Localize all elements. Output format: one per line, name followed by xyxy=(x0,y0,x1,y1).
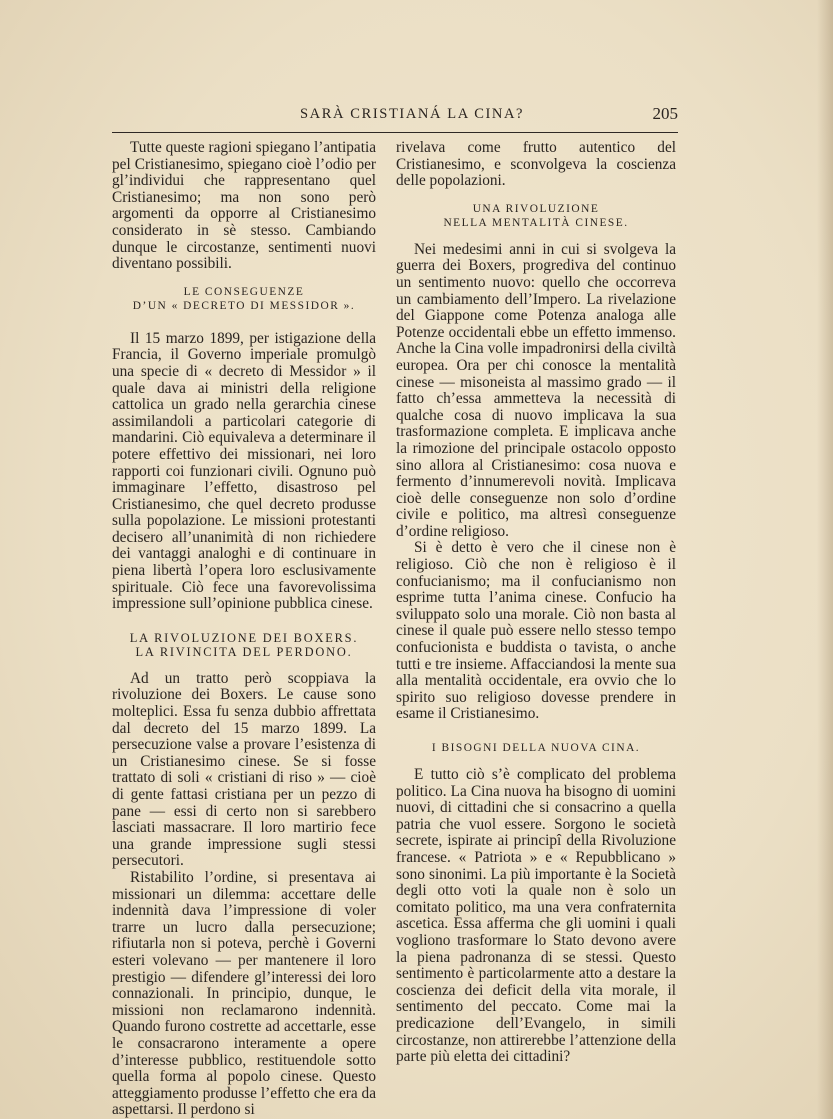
paragraph: Il 15 marzo 1899, per istigazione della Francia, il Governo imperiale promulgò una specie di « decreto di Messidor » il quale dava ai ministri della religione cattolica un grado nella gerarchia cinese assimilandoli a particolari categorie di mandarini. Ciò equivaleva a determinare il potere effettivo dei missionari, nei loro rapporti coi funzionari civili. Ognuno può immaginare l’effetto, disastroso pel Cristianesimo, che quel decreto produsse sulla popolazione. Le missioni protestanti decisero all’unanimità di non richiedere dei vantaggi analoghi e di continuare in piena libertà l’opera loro esclusivamente spirituale. Ciò fece una favorevolissima impressione sull’opinione pubblica cinese. xyxy=(112,329,376,613)
paragraph: Tutte queste ragioni spiegano l’antipatia pel Cristianesimo, spiegano cioè l’odio per gl’individui che rappresentano quel Cristianesimo; ma non sono però argomenti da opporre al Cristianesimo considerato in sè stesso. Cambiando dunque le circostanze, sentimenti nuovi diventano possibili. xyxy=(112,139,376,273)
section-heading xyxy=(112,631,376,659)
paragraph: Nei medesimi anni in cui si svolgeva la guerra dei Boxers, progrediva del continuo un sentimento nuovo: quello che occorreva un cambiamento dell’Impero. La rivelazione del Giappone come Potenza analoga alle Potenze occidentali ebbe un effetto immenso. Anche la Cina volle impadronirsi della civiltà europea. Ora per chi conosce la mentalità cinese — misoneista al massimo grado — il fatto ch’essa ammetteva la necessità di qualche cosa di nuovo implicava la sua trasformazione completa. E implicava anche la rimozione del principale ostacolo opposto sino allora al Cristianesimo: cosa nuova e fermento d’innumerevoli novità. Implicava cioè delle conseguenze non solo d’ordine civile e politico, ma altresì conseguenze d’ordine religioso. xyxy=(396,240,676,540)
heading-line: UNA RIVOLUZIONE xyxy=(472,202,600,215)
left-column xyxy=(112,140,376,1119)
section-heading xyxy=(112,285,376,313)
heading-line: LA RIVOLUZIONE DEI BOXERS. xyxy=(129,630,359,645)
paragraph-continued: rivelava come frutto autentico del Cristianesimo, e sconvolgeva la coscienza delle popolazioni. xyxy=(396,139,676,190)
page-number: 205 xyxy=(652,104,678,123)
heading-line: NELLA MENTALITÀ CINESE. xyxy=(443,216,629,229)
paragraph: Ad un tratto però scoppiava la rivoluzione dei Boxers. Le cause sono molteplici. Essa fu senza dubbio affrettata dal decreto del 15 marzo 1899. La persecuzione valse a provare l’esistenza di un Cristianesimo cinese. Se si fosse trattato di soli « cristiani di riso » — cioè di gente fattasi cristiana per un pezzo di pane — essi di certo non si sarebbero lasciati massacrare. Il loro martirio fece una grande impressione sugli stessi persecutori. xyxy=(112,669,376,870)
header-rule xyxy=(112,132,678,133)
right-column xyxy=(396,140,676,1066)
paragraph: Ristabilito l’ordine, si presentava ai missionari un dilemma: accettare delle indennità dava l’impressione di voler trarre un lucro dalla persecuzione; rifiutarla non si poteva, perchè i Governi esteri volevano — per mantenere il loro prestigio — difendere gl’interessi dei loro connazionali. In principio, dunque, le missioni non reclamarono indennità. Quando furono costrette ad accettarle, esse le consacrarono interamente a opere d’interesse pubblico, restituendole sotto quella forma al popolo cinese. Questo atteggiamento produsse l’effetto che era da aspettarsi. Il perdono si xyxy=(112,868,376,1119)
paragraph: E tutto ciò s’è complicato del problema politico. La Cina nuova ha bisogno di uomini nuovi, di cittadini che si consacrino a quella patria che vuol essere. Sorgono le società secrete, ispirate ai principî della Rivoluzione francese. « Patriota » e « Repubblicano » sono sinonimi. La più importante è la Società degli otto voti la quale non è solo un comitato politico, ma una vera confraternita ascetica. Essa afferma che gli uomini i quali vogliono trasformare lo Stato devono avere la piena padronanza di se stessi. Questo sentimento è particolarmente atto a destare la coscienza dei deficit della vita morale, il sentimento del peccato. Come mai la predicazione dell’Evangelo, in simili circostanze, non attirerebbe l’attenzione della parte più eletta dei cittadini? xyxy=(396,766,676,1066)
heading-line: D’UN « DECRETO DI MESSIDOR ». xyxy=(132,299,356,312)
heading-line: LE CONSEGUENZE xyxy=(183,285,305,298)
page-edge-shadow xyxy=(817,0,833,1119)
paragraph: Si è detto è vero che il cinese non è religioso. Ciò che non è religioso è il confucianismo; ma il confucianismo non esprime tutta l’anima cinese. Confucio ha sviluppato solo una morale. Ciò non basta al cinese il quale può essere nello stesso tempo confucionista e buddista o tavista, o anche tutti e tre insieme. Affacciandosi la mente sua alla mentalità occidentale, era ovvio che lo spirito suo religioso dovesse prendere in esame il Cristianesimo. xyxy=(396,539,676,723)
running-title: SARÀ CRISTIANÁ LA CINA? xyxy=(300,106,525,122)
section-heading: I BISOGNI DELLA NUOVA CINA. xyxy=(431,742,641,754)
section-heading xyxy=(396,202,676,230)
heading-line: LA RIVINCITA DEL PERDONO. xyxy=(135,644,353,659)
